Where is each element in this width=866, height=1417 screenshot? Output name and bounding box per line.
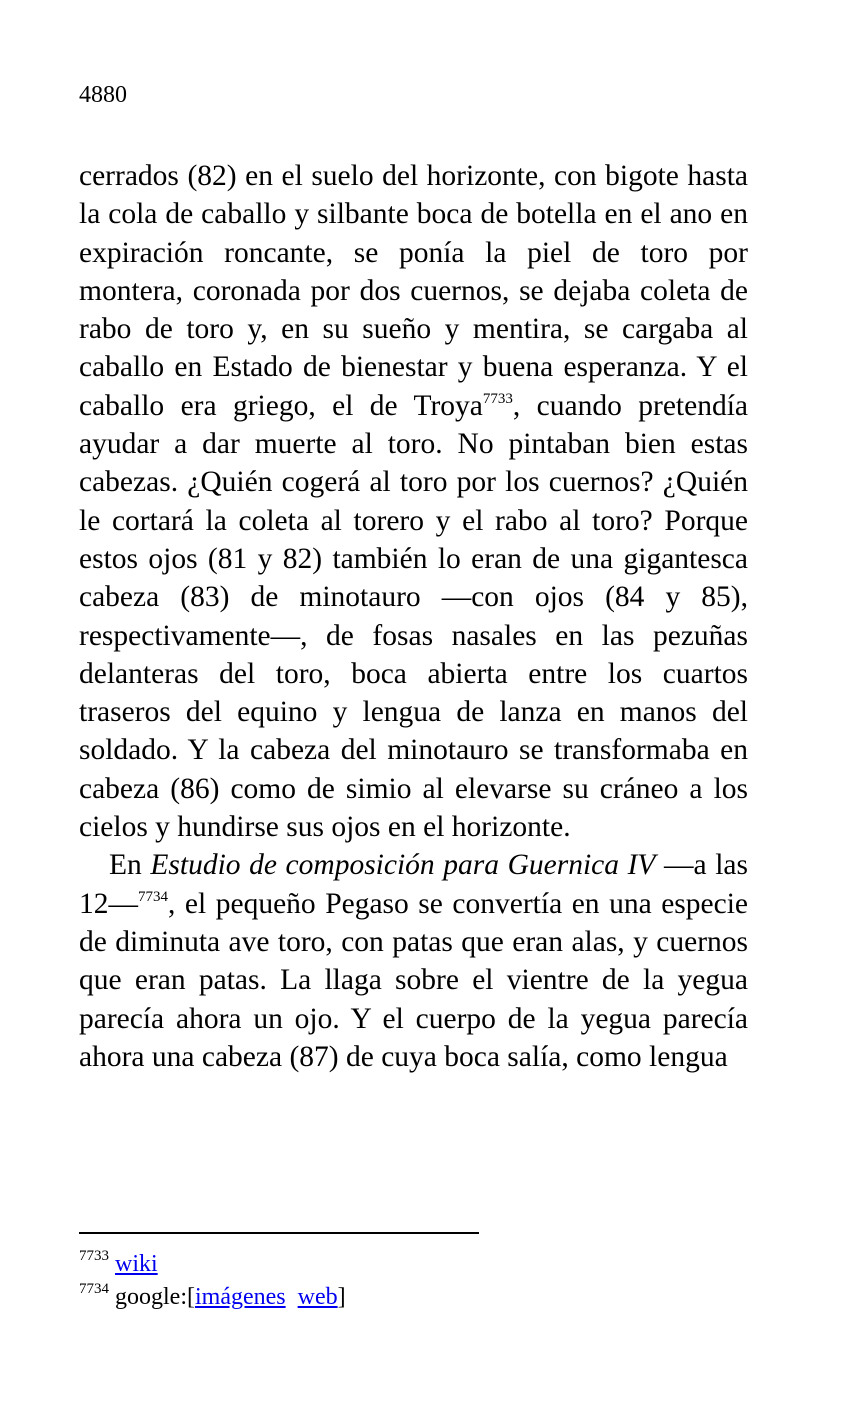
paragraph xyxy=(79,846,748,1076)
text-run: —a las 12— xyxy=(79,849,748,920)
images-link[interactable]: imágenes xyxy=(194,1284,286,1310)
footnote-suffix: ] xyxy=(337,1284,346,1310)
footnote-number: 7733 xyxy=(79,1248,109,1264)
text-run: En xyxy=(109,849,151,882)
footnote-reference: 7734 xyxy=(138,888,168,905)
text-run: , cuando pretendía ayudar a dar muerte al toro. No pintaban bien estas cabezas. ¿Quién cogerá al toro por los cuernos? ¿Quién le cortará la coleta al torero y el rabo al toro? Porque estos ojos (81 y 82) también lo eran de una gigantesca cabeza (83) de minotauro —con ojos (84 y 85), respectivamente—, de fosas nasales en las pezuñas delanteras del toro, boca abierta entre los cuartos traseros del equino y lengua de lanza en manos del soldado. Y la cabeza del minotauro se transformaba en cabeza (86) como de simio al elevarse su cráneo a los cielos y hundirse sus ojos en el horizonte. xyxy=(79,389,749,844)
text-run: cerrados (82) en el suelo del horizonte, con bigote hasta la cola de caballo y silbante boca de botella en el ano en expiración roncante, se ponía la piel de toro por montera, coronada por dos cuernos, se dejaba coleta de rabo de toro y, en su sueño y mentira, se cargaba al caballo en Estado de bienestar y buena esperanza. Y el caballo era griego, el de Troya xyxy=(79,160,748,422)
paragraph xyxy=(79,157,748,846)
footnote-number: 7734 xyxy=(79,1281,109,1297)
footnote-divider xyxy=(79,1232,479,1234)
web-link[interactable]: web xyxy=(297,1284,338,1310)
footnote xyxy=(79,1248,346,1281)
footnotes xyxy=(79,1248,346,1314)
page-number: 4880 xyxy=(79,82,127,108)
body-text xyxy=(79,157,748,1076)
wiki-link[interactable]: wiki xyxy=(115,1251,158,1277)
text-run: , el pequeño Pegaso se convertía en una especie de diminuta ave toro, con patas que eran alas, y cuernos que eran patas. La llaga sobre el vientre de la yegua parecía ahora un ojo. Y el cuerpo de la yegua parecía ahora una cabeza (87) de cuya boca salía, como lengua xyxy=(79,887,748,1073)
artwork-title: Estudio de composición para Guernica IV xyxy=(150,849,656,882)
footnote-reference: 7733 xyxy=(482,390,513,407)
footnote xyxy=(79,1281,346,1314)
footnote-prefix: google:[ xyxy=(115,1284,195,1310)
